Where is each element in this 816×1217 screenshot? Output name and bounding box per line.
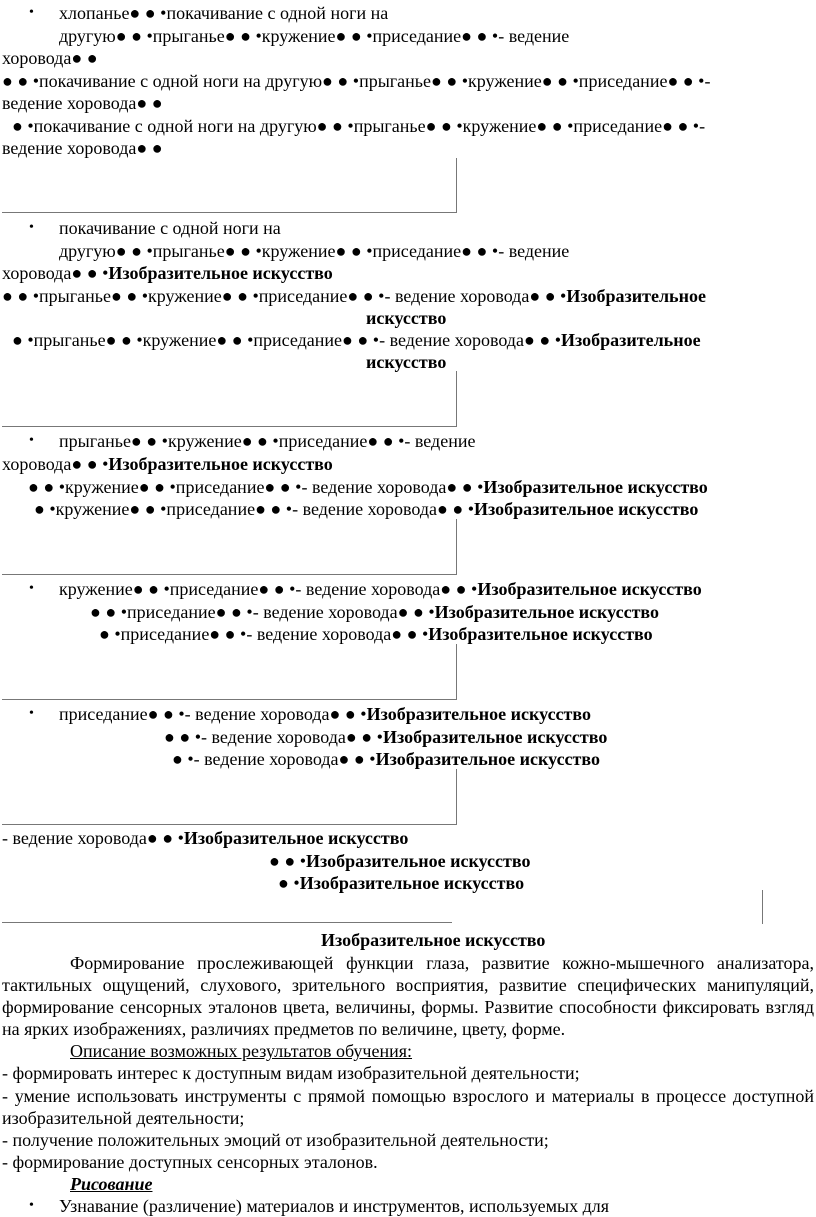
result-item: - формировать интерес к доступным видам изобразительной деятельности;	[2, 1063, 580, 1083]
text-line: ● ● •приседание● ● •- ведение хоровода● ● •Изобразительное искусство	[90, 602, 660, 622]
text-line: ● •кружение● ● •приседание● ● •- ведение хоровода● ● •Изобразительное искусство	[34, 499, 699, 519]
text-line: ● ● •- ведение хоровода● ● •Изобразительное искусство	[164, 727, 608, 747]
text-line: ● •прыганье● ● •кружение● ● •приседание● ● •- ведение хоровода● ● •Изобразительное	[12, 330, 701, 350]
list-item: • покачивание с одной ноги на	[59, 217, 281, 239]
text-line: искусство	[366, 352, 447, 372]
text-line: хоровода● ● •Изобразительное искусство	[2, 263, 333, 283]
text-line: искусство	[366, 308, 447, 328]
text-line: ● •Изобразительное искусство	[278, 873, 525, 893]
list-item: • прыганье● ● •кружение● ● •приседание● ● •- ведение	[59, 430, 475, 452]
table-border	[762, 890, 763, 924]
empty-table-cell	[2, 892, 452, 923]
empty-table-cell	[2, 644, 457, 700]
empty-table-cell	[2, 519, 457, 575]
section-title: Изобразительное искусство	[321, 930, 546, 950]
empty-table-cell	[2, 371, 457, 427]
result-item: - умение использовать инструменты с прямой помощью взрослого и материалы в процессе доступной изобразительной деятельности;	[2, 1086, 814, 1128]
paragraph: Формирование прослеживающей функции глаза, развитие кожно-мышечного анализатора, тактильных ощущений, слухового, зрительного восприятия, развитие специфических манипуляций, формирование сенсорных эталонов цвета, величины, формы. Развитие способности фиксировать взгляд на ярких изображениях, различиях предметов по величине, цвету, форме.	[2, 953, 814, 1039]
result-item: - получение положительных эмоций от изобразительной деятельности;	[2, 1130, 549, 1150]
text-line: ● •покачивание с одной ноги на другую● ● •прыганье● ● •кружение● ● •приседание● ● •-	[12, 116, 706, 136]
text-line: ведение хоровода● ●	[2, 138, 163, 158]
list-item-cont: другую● ● •прыганье● ● •кружение● ● •приседание● ● •- ведение	[59, 26, 570, 46]
list-item: • хлопанье● ● •покачивание с одной ноги на	[59, 2, 388, 24]
list-item: • кружение● ● •приседание● ● •- ведение хоровода● ● •Изобразительное искусство	[59, 578, 702, 600]
text-line: ● •- ведение хоровода● ● •Изобразительное искусство	[172, 749, 600, 769]
text-line: хоровода● ● •Изобразительное искусство	[2, 454, 333, 474]
result-item: - формирование доступных сенсорных эталонов.	[2, 1152, 378, 1172]
text-line: - ведение хоровода● ● •Изобразительное искусство	[2, 828, 409, 848]
text-line: ведение хоровода● ●	[2, 93, 163, 113]
text-line: ● ● •покачивание с одной ноги на другую● ● •прыганье● ● •кружение● ● •приседание● ● •-	[2, 71, 711, 91]
text-line: ● ● •Изобразительное искусство	[269, 851, 531, 871]
list-item: • Узнавание (различение) материалов и инструментов, используемых для	[59, 1195, 609, 1217]
list-item-cont: другую● ● •прыганье● ● •кружение● ● •приседание● ● •- ведение	[59, 241, 570, 261]
text-line: ● •приседание● ● •- ведение хоровода● ● •Изобразительное искусство	[99, 624, 653, 644]
empty-table-cell	[2, 769, 457, 825]
text-line: хоровода● ●	[2, 48, 98, 68]
results-heading: Описание возможных результатов обучения:	[70, 1041, 413, 1061]
list-item: • приседание● ● •- ведение хоровода● ● •Изобразительное искусство	[59, 703, 591, 725]
text-line: ● ● •кружение● ● •приседание● ● •- ведение хоровода● ● •Изобразительное искусство	[28, 477, 708, 497]
empty-table-cell	[2, 158, 457, 213]
text-line: ● ● •прыганье● ● •кружение● ● •приседание● ● •- ведение хоровода● ● •Изобразительное	[2, 286, 706, 306]
subsection-title: Рисование	[70, 1174, 153, 1194]
